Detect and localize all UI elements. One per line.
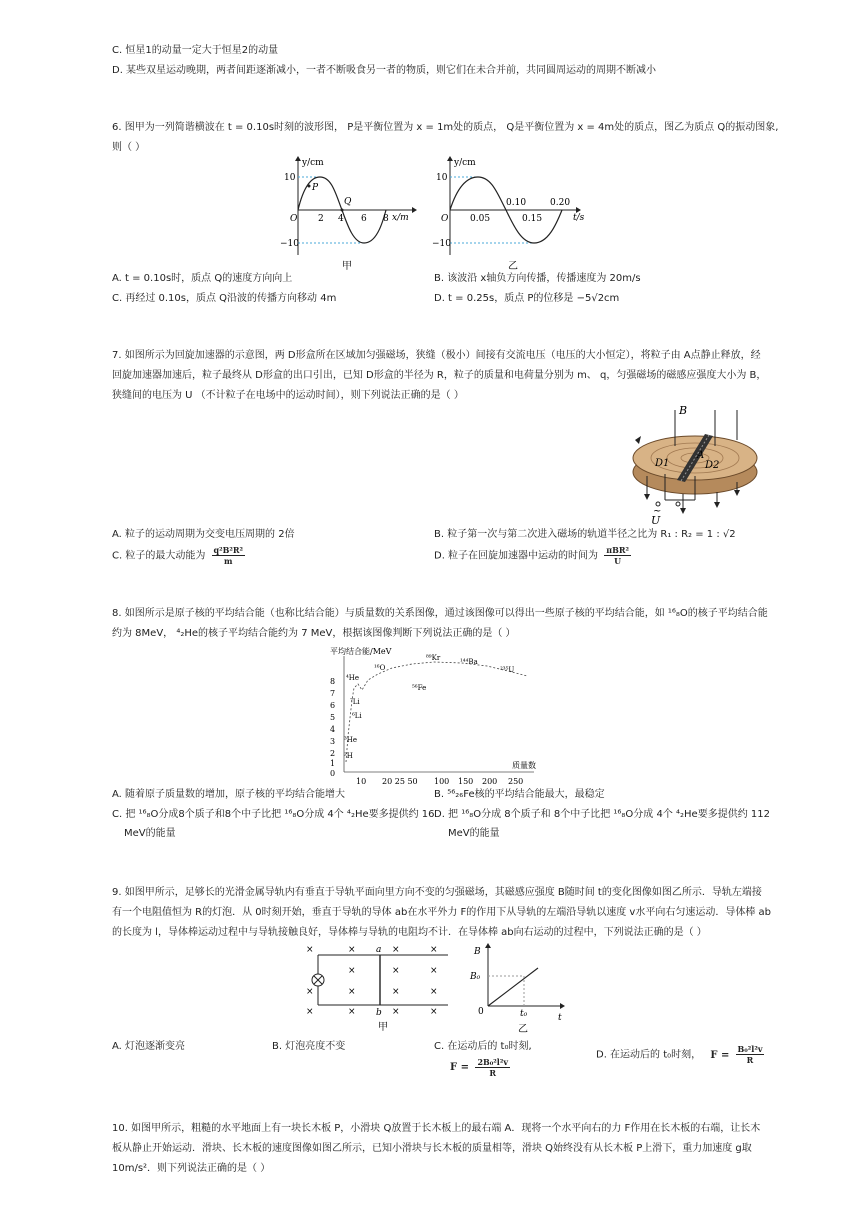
q6-option-b: B. 该波沿 x轴负方向传播，传播速度为 20m/s <box>434 273 641 284</box>
q9-option-d-fraction <box>736 1044 765 1065</box>
q7-option-d-denominator: U <box>614 556 622 566</box>
q6a-ytop: 10 <box>284 173 296 183</box>
q6-wave-figure <box>280 155 420 273</box>
q8-label-fe56: ⁵⁶Fe <box>412 684 427 692</box>
q8-option-c-line1: C. 把 ¹⁶₈O分成8个质子和8个中子比把 ¹⁶₈O分成 4个 ⁴₂He要多提供约 16 <box>112 809 435 820</box>
q8-option-d-line2: MeV的能量 <box>448 828 500 839</box>
q9-option-d <box>596 1044 764 1065</box>
q9-b-label: b <box>376 1008 382 1018</box>
q6-stem-line1: 6. 图甲为一列简谐横波在 t = 0.10s时刻的波形图， P是平衡位置为 x = 1m处的质点， Q是平衡位置为 x = 4m处的质点，图乙为质点 Q的振动图象, <box>112 122 779 133</box>
q8-label-li6: ⁶Li <box>352 712 362 720</box>
q9b-b0-label: B₀ <box>470 972 481 982</box>
q7-d1-label: D1 <box>655 458 670 469</box>
q8-label-u235: ²³⁵U <box>500 666 515 674</box>
q6b-ytop: 10 <box>436 173 448 183</box>
q8-ytick-6: 6 <box>330 701 336 710</box>
q8-ytick-3: 3 <box>330 737 336 746</box>
q9-stem-line2: 有一个电阻值恒为 R的灯泡．从 0时刻开始，垂直于导轨的导体 ab在水平外力 F的作用下从导轨的左端沿导轨以速度 v水平向右匀速运动．导体棒 ab <box>112 907 772 918</box>
q8-label-li7: ⁷Li <box>350 698 360 706</box>
q9-option-c-f: F = <box>450 1062 469 1073</box>
q8-ytick-0: 0 <box>330 769 336 778</box>
q8-xtick-200: 200 <box>482 777 498 786</box>
q9-cross: × <box>348 945 356 955</box>
q6a-q-label: Q <box>344 197 352 207</box>
q7-option-c <box>112 545 245 566</box>
q9-option-d-f: F = <box>710 1049 730 1061</box>
q6a-xlabel: x/m <box>392 213 409 223</box>
q7-option-d-numerator: πBR² <box>606 545 630 555</box>
q8-ytick-1: 1 <box>330 759 336 768</box>
q9b-origin: 0 <box>478 1007 484 1017</box>
q9-cross: × <box>306 1007 314 1017</box>
q8-xtick-250: 250 <box>508 777 524 786</box>
q6b-xlabel: t/s <box>573 213 585 223</box>
q9-cross: × <box>306 987 314 997</box>
q9-cross: × <box>306 945 314 955</box>
q7-a-label: A <box>697 450 705 461</box>
q7-stem-line3: 狭缝间的电压为 U （不计粒子在电场中的运动时间），则下列说法正确的是（ ） <box>112 390 464 401</box>
q8-ytick-5: 5 <box>330 713 336 722</box>
q7-option-d-text: D. 粒子在回旋加速器中运动的时间为 <box>434 550 599 562</box>
q8-label-kr89: ⁸⁹Kr <box>426 654 441 662</box>
q8-option-c-line2: MeV的能量 <box>124 828 176 839</box>
q9-option-d-numerator: B₀²l²v <box>737 1044 763 1054</box>
q9-cross: × <box>392 987 400 997</box>
q9-cross: × <box>392 966 400 976</box>
q9-stem-line3: 的长度为 l，导体棒运动过程中与导轨接触良好，导体棒与导轨的电阻均不计．在导体棒 ab向右运动的过程中，下列说法正确的是（ ） <box>112 927 707 938</box>
q7-option-b: B. 粒子第一次与第二次进入磁场的轨道半径之比为 R₁ : R₂ = 1 : √2 <box>434 529 736 540</box>
q7-b-label: B <box>679 404 688 417</box>
q9-option-d-denominator: R <box>746 1055 754 1065</box>
q8-xtick-100: 100 <box>434 777 450 786</box>
q8-ylabel: 平均结合能/MeV <box>330 647 392 656</box>
q6b-caption: 乙 <box>508 261 518 272</box>
q8-binding-energy-figure <box>322 644 540 786</box>
q9-a-label: a <box>376 945 382 955</box>
q8-option-d-line1: D. 把 ¹⁶₈O分成 8个质子和 8个中子比把 ¹⁶₈O分成 4个 ⁴₂He要多提供约 112 <box>434 809 770 820</box>
q7-option-c-numerator: q²B²R² <box>213 545 244 555</box>
q6b-tick-015: 0.15 <box>522 214 543 224</box>
q6a-ybottom: −10 <box>280 239 299 249</box>
q7-option-a: A. 粒子的运动周期为交变电压周期的 2倍 <box>112 529 295 540</box>
q6a-tick-6: 6 <box>361 214 367 224</box>
q10-stem-line3: 10m/s²．则下列说法正确的是（ ） <box>112 1163 271 1174</box>
q9-option-a: A. 灯泡逐渐变亮 <box>112 1041 186 1052</box>
q7-u-label: U <box>651 514 661 527</box>
q9-rail-figure <box>302 942 462 1032</box>
q10-stem-line2: 板从静止开始运动．滑块、长木板的速度图像如图乙所示，已知小滑块与长木板的质量相等，滑块 Q始终没有从长木板 P上滑下，重力加速度 g取 <box>112 1143 752 1154</box>
q7-option-c-denominator: m <box>224 556 233 566</box>
q8-label-he4: ⁴He <box>346 674 360 682</box>
q8-label-he3: ³He <box>344 736 358 744</box>
q8-option-a: A. 随着原子质量数的增加，原子核的平均结合能增大 <box>112 789 346 800</box>
q7-option-c-text: C. 粒子的最大动能为 <box>112 550 206 562</box>
q7-option-c-fraction <box>212 545 246 566</box>
q6a-tick-8: 8 <box>383 214 389 224</box>
q7-tilde: ~ <box>653 506 662 517</box>
q6-vibration-figure <box>430 155 590 273</box>
q7-cyclotron-figure <box>625 400 770 528</box>
q9-cross: × <box>430 966 438 976</box>
q7-option-d <box>434 545 631 566</box>
q9-fig-a-caption: 甲 <box>378 1022 388 1032</box>
q6-option-c: C. 再经过 0.10s，质点 Q沿波的传播方向移动 4m <box>112 293 337 304</box>
q9-cross: × <box>348 966 356 976</box>
q8-ytick-4: 4 <box>330 725 336 734</box>
q6a-p-label: P <box>312 183 319 193</box>
q9-option-b: B. 灯泡亮度不变 <box>272 1041 346 1052</box>
q9-cross: × <box>430 1007 438 1017</box>
q9-option-c-denominator: R <box>489 1068 497 1078</box>
q8-stem-line2: 约为 8MeV， ⁴₂He的核子平均结合能约为 7 MeV，根据该图像判断下列说法正确的是（ ） <box>112 628 516 639</box>
q6b-tick-005: 0.05 <box>470 214 491 224</box>
q8-label-h2: ²H <box>344 752 353 760</box>
q6-option-a: A. t = 0.10s时，质点 Q的速度方向向上 <box>112 273 293 284</box>
q10-stem-line1: 10. 如图甲所示，粗糙的水平地面上有一块长木板 P，小滑块 Q放置于长木板上的最右端 A．现将一个水平向右的力 F作用在长木板的右端，让长木 <box>112 1123 761 1134</box>
q6b-tick-010: 0.10 <box>506 198 527 208</box>
q6-stem-line2: 则（ ） <box>112 142 146 153</box>
q6a-tick-4: 4 <box>338 214 344 224</box>
q5-option-d: D. 某些双星运动晚期，两者间距逐渐减小，一者不断吸食另一者的物质，则它们在未合并前，共同圆周运动的周期不断减小 <box>112 65 657 76</box>
q6a-tick-2: 2 <box>318 214 324 224</box>
q9-cross: × <box>348 1007 356 1017</box>
q9-option-c-fraction <box>475 1057 510 1078</box>
q6b-tick-020: 0.20 <box>550 198 571 208</box>
q9-stem-line1: 9. 如图甲所示，足够长的光滑金属导轨内有垂直于导轨平面向里方向不变的匀强磁场，其磁感应强度 B随时间 t的变化图像如图乙所示．导轨左端接 <box>112 887 762 898</box>
q7-stem-line1: 7. 如图所示为回旋加速器的示意图，两 D形盒所在区域加匀强磁场，狭缝（极小）间接有交流电压（电压的大小恒定），将粒子由 A点静止释放，经 <box>112 350 761 361</box>
q9-option-c-numerator: 2B₀²l²v <box>477 1057 508 1067</box>
q8-ytick-2: 2 <box>330 749 336 758</box>
q6a-ylabel: y/cm <box>302 158 324 168</box>
q9b-ylabel: B <box>474 947 481 957</box>
q8-ytick-8: 8 <box>330 677 336 686</box>
q9-option-d-text: D. 在运动后的 t₀时刻， <box>596 1049 702 1061</box>
q9-cross: × <box>430 987 438 997</box>
q8-ytick-7: 7 <box>330 689 336 698</box>
q8-xlabel: 质量数 <box>512 761 536 770</box>
q8-stem-line1: 8. 如图所示是原子核的平均结合能（也称比结合能）与质量数的关系图像，通过该图像可以得出一些原子核的平均结合能，如 ¹⁶₈O的核子平均结合能 <box>112 608 768 619</box>
q6a-origin: O <box>290 214 298 224</box>
q8-xtick-10: 10 <box>356 777 367 786</box>
q6b-ybottom: −10 <box>432 239 451 249</box>
q6b-ylabel: y/cm <box>454 158 476 168</box>
q8-xtick-20-25-50: 20 25 50 <box>382 777 418 786</box>
q7-option-d-fraction <box>604 545 631 566</box>
q9-b-t-figure <box>466 942 568 1034</box>
q7-stem-line2: 回旋加速器加速后，粒子最终从 D形盒的出口引出，已知 D形盒的半径为 R，粒子的质量和电荷量分别为 m、 q，匀强磁场的磁感应强度大小为 B， <box>112 370 767 381</box>
q9-cross: × <box>348 987 356 997</box>
q9-cross: × <box>392 1007 400 1017</box>
q9b-xlabel: t <box>558 1013 562 1023</box>
q8-xtick-150: 150 <box>458 777 474 786</box>
q6b-origin: O <box>441 214 449 224</box>
q9-cross: × <box>430 945 438 955</box>
q5-option-c: C. 恒星1的动量一定大于恒星2的动量 <box>112 45 279 56</box>
q7-d2-label: D2 <box>705 460 720 471</box>
q6-option-d: D. t = 0.25s，质点 P的位移是 −5√2cm <box>434 293 620 304</box>
q9-option-c-text: C. 在运动后的 t₀时刻, <box>434 1041 532 1052</box>
q9-option-c-formula <box>450 1057 510 1078</box>
q8-option-b: B. ⁵⁶₂₆Fe核的平均结合能最大，最稳定 <box>434 789 605 800</box>
q8-label-ba144: ¹⁴⁴Ba <box>460 658 478 666</box>
q9b-t0-label: t₀ <box>520 1009 528 1019</box>
q9-cross: × <box>392 945 400 955</box>
q9-fig-b-caption: 乙 <box>518 1024 528 1034</box>
q6a-caption: 甲 <box>342 261 352 272</box>
q8-label-o16: ¹⁶O <box>374 664 386 672</box>
